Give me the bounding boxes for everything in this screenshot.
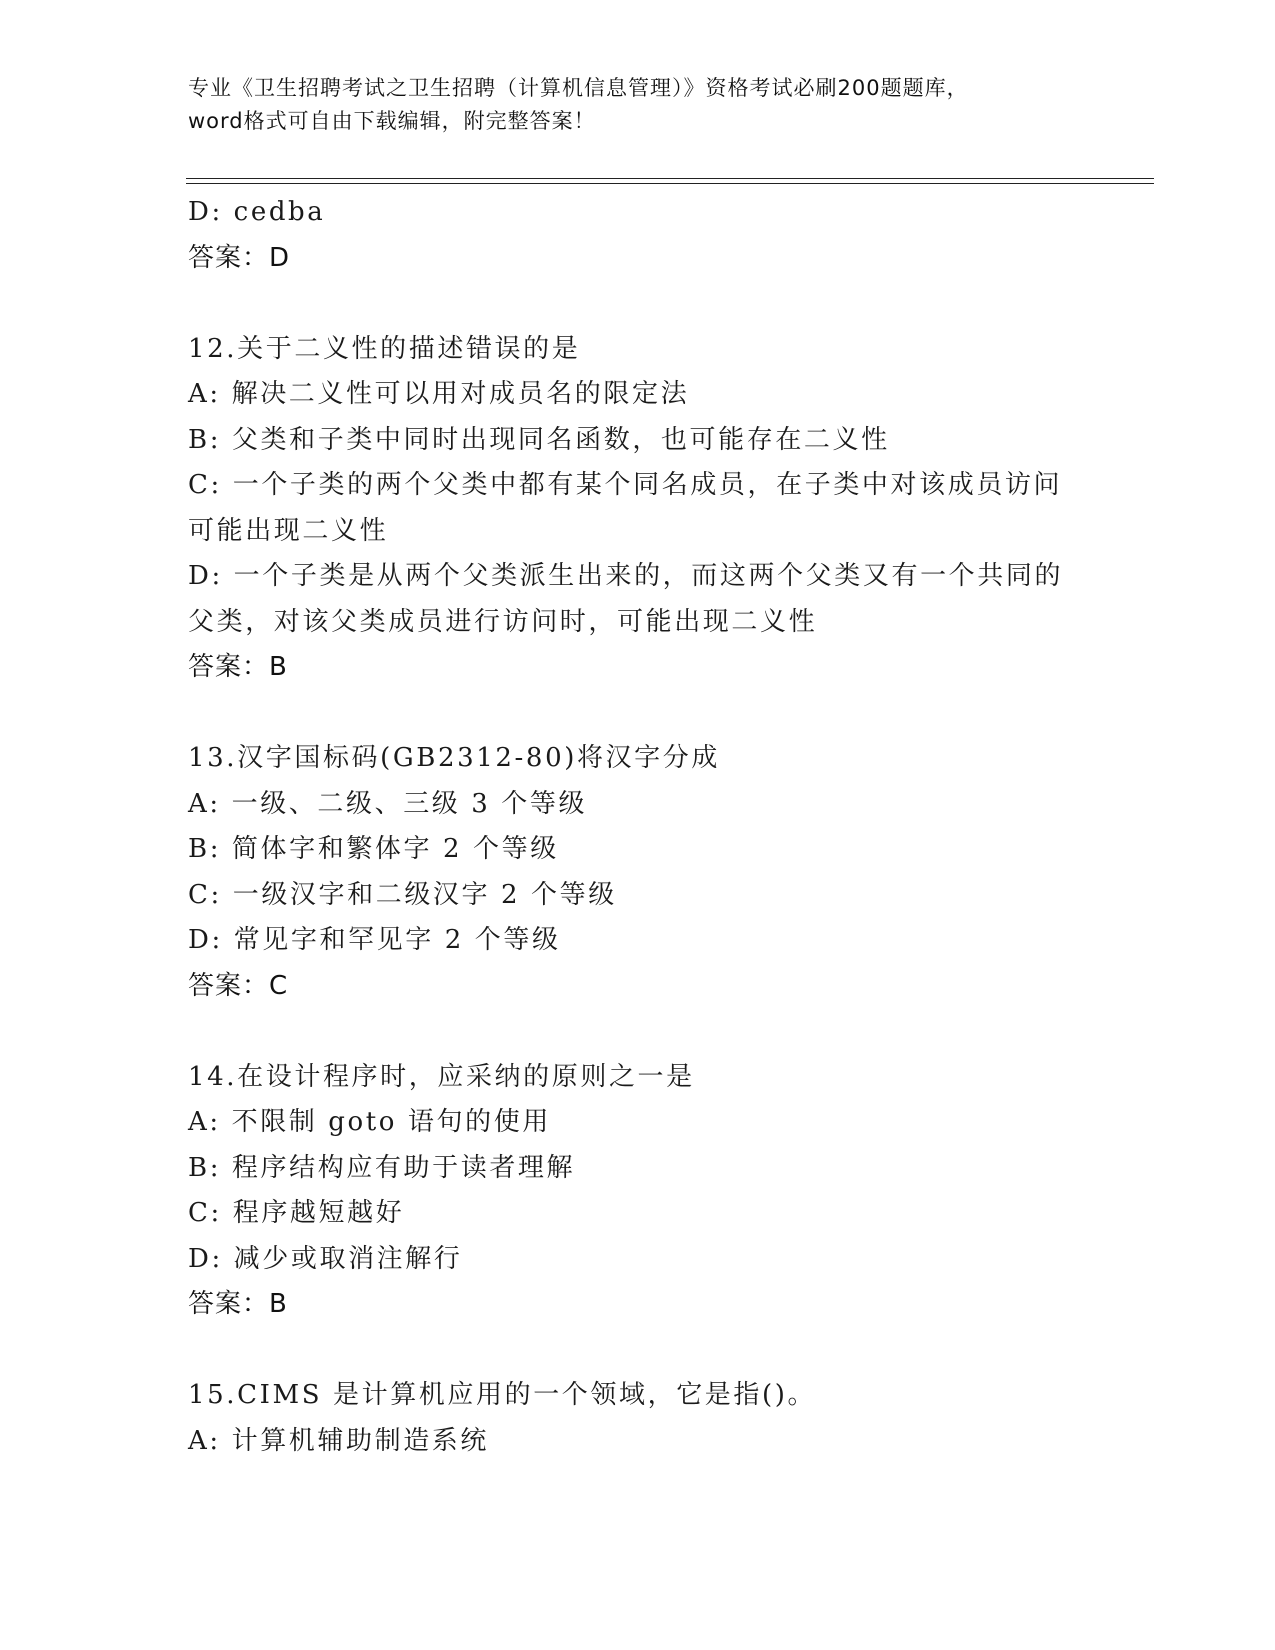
header-rule-bottom	[186, 183, 1154, 184]
spacer	[188, 1328, 1108, 1374]
question-list	[188, 190, 1108, 1464]
option-c: C: 程序越短越好	[188, 1198, 405, 1228]
option-d: D: cedba	[188, 197, 326, 227]
question-stem: 14.在设计程序时，应采纳的原则之一是	[188, 1061, 695, 1092]
question-12	[188, 327, 1108, 691]
option-b: B: 父类和子类中同时出现同名函数，也可能存在二义性	[188, 424, 890, 455]
spacer	[188, 691, 1108, 737]
answer-line: 答案：C	[188, 970, 289, 1001]
option-a: A: 一级、二级、三级 3 个等级	[188, 788, 588, 819]
question-stem: 12.关于二义性的描述错误的是	[188, 333, 581, 364]
question-14	[188, 1055, 1108, 1328]
carryover-question-end	[188, 190, 1108, 281]
question-stem: 15.CIMS 是计算机应用的一个领域，它是指()。	[188, 1380, 817, 1410]
option-a: A: 解决二义性可以用对成员名的限定法	[188, 379, 690, 409]
question-15	[188, 1373, 1108, 1464]
question-13	[188, 736, 1108, 1009]
option-d: D: 一个子类是从两个父类派生出来的，而这两个父类又有一个共同的	[188, 561, 1064, 591]
header-rule-top	[186, 178, 1154, 179]
spacer	[188, 281, 1108, 327]
answer-line: 答案：B	[188, 1289, 288, 1319]
answer-line: 答案：B	[188, 652, 288, 682]
spacer	[188, 1009, 1108, 1055]
option-d: D: 常见字和罕见字 2 个等级	[188, 925, 561, 955]
option-c: C: 一级汉字和二级汉字 2 个等级	[188, 879, 617, 910]
question-stem: 13.汉字国标码(GB2312-80)将汉字分成	[188, 743, 720, 773]
option-b: B: 程序结构应有助于读者理解	[188, 1152, 576, 1183]
answer-line: 答案：D	[188, 242, 291, 273]
option-b: B: 简体字和繁体字 2 个等级	[188, 834, 559, 864]
option-a: A: 计算机辅助制造系统	[188, 1425, 490, 1456]
option-a: A: 不限制 goto 语句的使用	[188, 1107, 551, 1137]
option-c-continued: 可能出现二义性	[188, 515, 389, 546]
document-header	[188, 72, 1088, 138]
option-c: C: 一个子类的两个父类中都有某个同名成员，在子类中对该成员访问	[188, 470, 1063, 500]
header-title-line-2: word格式可自由下载编辑，附完整答案！	[188, 109, 596, 133]
option-d: D: 减少或取消注解行	[188, 1243, 463, 1274]
header-title-line-1: 专业《卫生招聘考试之卫生招聘（计算机信息管理）》资格考试必刷200题题库，	[188, 76, 969, 100]
option-d-continued: 父类，对该父类成员进行访问时，可能出现二义性	[188, 606, 818, 637]
